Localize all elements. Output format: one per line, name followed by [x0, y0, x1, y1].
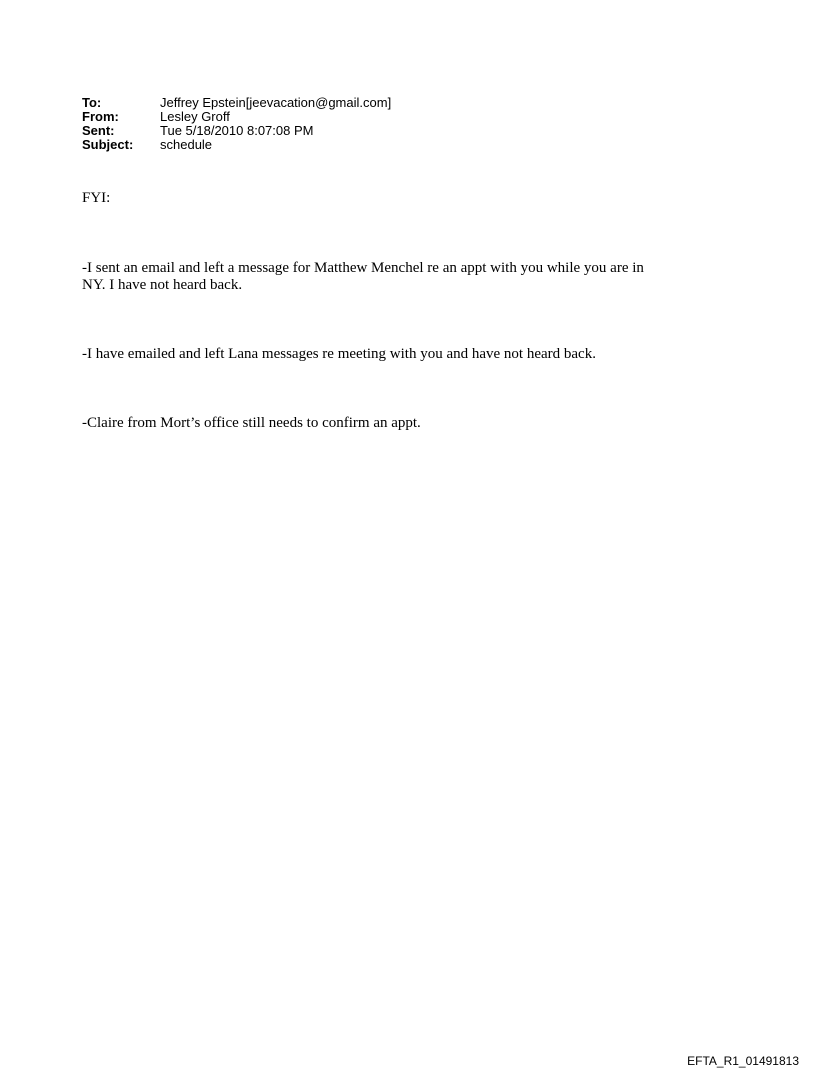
- sent-row: [82, 124, 391, 138]
- to-row: [82, 96, 391, 110]
- subject-value: schedule: [160, 137, 213, 152]
- sent-value: Tue 5/18/2010 8:07:08 PM: [160, 123, 314, 138]
- document-id: EFTA_R1_01491813: [687, 1054, 799, 1068]
- greeting-text: FYI:: [82, 190, 111, 206]
- to-value: Jeffrey Epstein[jeevacation@gmail.com]: [160, 95, 392, 110]
- sent-label: Sent:: [82, 123, 115, 138]
- body-item-1-line-1: -I sent an email and left a message for Matthew Menchel re an appt with you while you are in: [82, 260, 644, 276]
- from-row: [82, 110, 391, 124]
- body-item-3: -Claire from Mort’s office still needs to confirm an appt.: [82, 415, 421, 431]
- body-item-1-line-2: NY. I have not heard back.: [82, 277, 243, 293]
- subject-row: [82, 138, 391, 152]
- email-header: [82, 96, 391, 152]
- from-label: From:: [82, 109, 119, 124]
- subject-label: Subject:: [82, 137, 134, 152]
- body-item-2: -I have emailed and left Lana messages re meeting with you and have not heard back.: [82, 346, 596, 362]
- from-value: Lesley Groff: [160, 109, 230, 124]
- to-label: To:: [82, 95, 102, 110]
- body-item-1: [82, 260, 722, 294]
